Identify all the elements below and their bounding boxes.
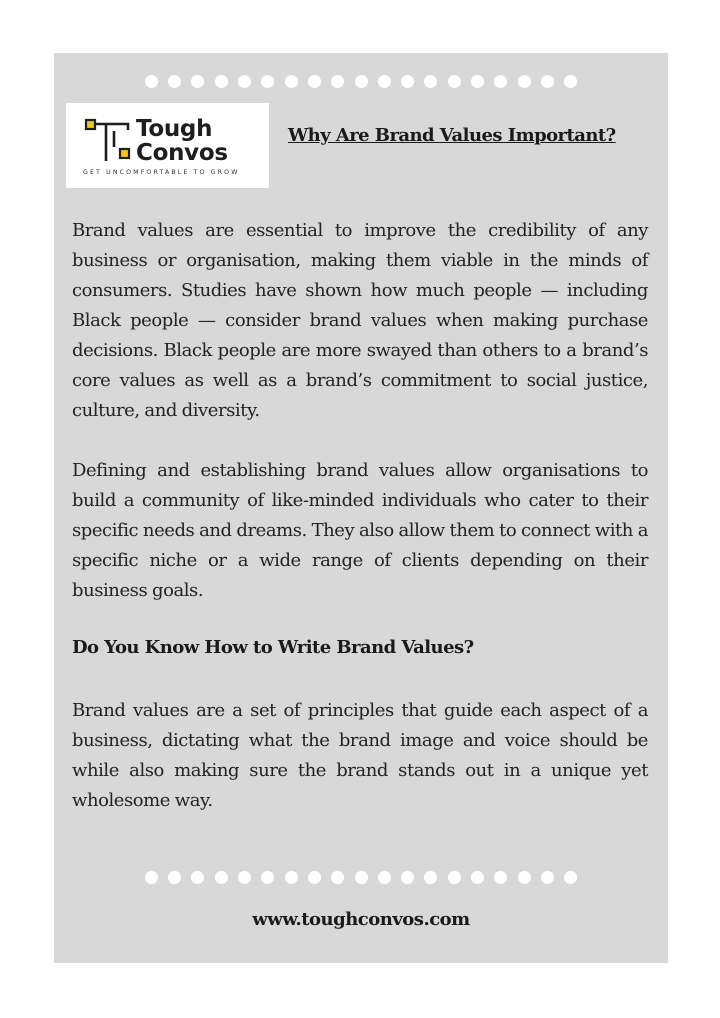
divider-dot — [145, 871, 158, 884]
divider-dot — [401, 75, 414, 88]
logo-mark-icon — [84, 117, 132, 165]
divider-dot — [424, 75, 437, 88]
brand-logo — [66, 103, 269, 188]
divider-dot — [168, 75, 181, 88]
page-title-link[interactable]: Why Are Brand Values Important? — [288, 125, 616, 146]
divider-dot — [308, 871, 321, 884]
divider-dot — [378, 871, 391, 884]
divider-dot — [238, 871, 251, 884]
divider-dot — [191, 871, 204, 884]
divider-dot — [261, 75, 274, 88]
divider-dot — [355, 871, 368, 884]
divider-dot — [494, 871, 507, 884]
divider-dot — [541, 75, 554, 88]
bottom-dot-divider — [54, 871, 668, 885]
divider-dot — [238, 75, 251, 88]
divider-dot — [564, 75, 577, 88]
divider-dot — [331, 75, 344, 88]
website-link[interactable]: www.toughconvos.com — [252, 909, 470, 930]
logo-tagline: GET UNCOMFORTABLE TO GROW — [83, 169, 240, 176]
divider-dot — [168, 871, 181, 884]
divider-dot — [145, 75, 158, 88]
divider-dot — [215, 871, 228, 884]
divider-dot — [401, 871, 414, 884]
section-subheading: Do You Know How to Write Brand Values? — [72, 637, 474, 658]
body-paragraph-3: Brand values are a set of principles that guide each aspect of a business, dictating what the brand image and voice should be while also making sure the brand stands out in a unique yet wholesome way. — [72, 700, 648, 811]
divider-dot — [308, 75, 321, 88]
divider-dot — [518, 75, 531, 88]
divider-dot — [378, 75, 391, 88]
divider-dot — [285, 75, 298, 88]
divider-dot — [448, 75, 461, 88]
body-paragraph-1: Brand values are essential to improve the credibility of any business or organisation, making them viable in the minds of consumers. Studies have shown how much people — including Black people — consider brand values when making purchase decisions. Black people are more swayed than others to a brand’s core values as well as a brand’s commitment to social justice, culture, and diversity. — [72, 220, 648, 421]
divider-dot — [471, 75, 484, 88]
divider-dot — [355, 75, 368, 88]
document-card — [54, 53, 668, 963]
body-paragraph-2: Defining and establishing brand values allow organisations to build a community of like-minded individuals who cater to their specific needs and dreams. They also allow them to connect with a specific niche or a wide range of clients depending on their business goals. — [72, 460, 648, 601]
divider-dot — [564, 871, 577, 884]
divider-dot — [285, 871, 298, 884]
logo-wordmark-convos: Convos — [136, 140, 228, 166]
divider-dot — [261, 871, 274, 884]
divider-dot — [424, 871, 437, 884]
logo-wordmark-tough: Tough — [136, 116, 213, 142]
divider-dot — [448, 871, 461, 884]
divider-dot — [215, 75, 228, 88]
divider-dot — [331, 871, 344, 884]
divider-dot — [471, 871, 484, 884]
top-dot-divider — [54, 75, 668, 89]
divider-dot — [191, 75, 204, 88]
divider-dot — [518, 871, 531, 884]
divider-dot — [541, 871, 554, 884]
divider-dot — [494, 75, 507, 88]
